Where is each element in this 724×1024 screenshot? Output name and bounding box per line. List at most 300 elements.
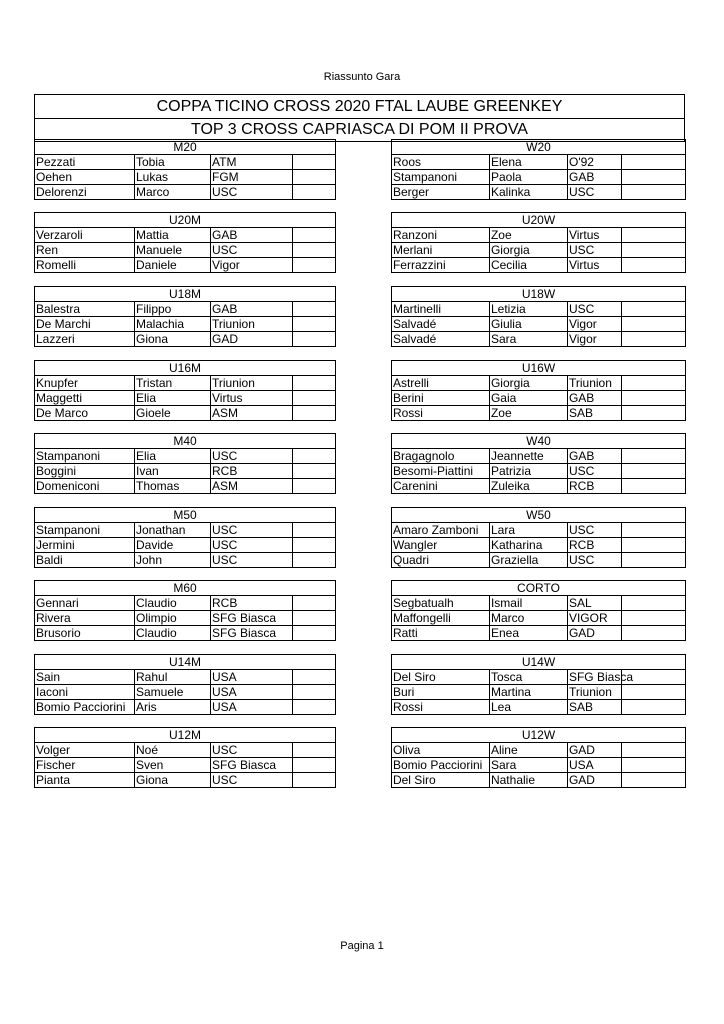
table-row <box>391 243 685 258</box>
firstname-cell: Gaia <box>489 391 567 406</box>
firstname-cell: Lukas <box>135 170 211 185</box>
surname-cell: Salvadé <box>391 317 489 332</box>
club-cell: USC <box>568 464 622 479</box>
surname-cell: Merlani <box>391 243 489 258</box>
surname-cell: Rivera <box>35 611 135 626</box>
surname-cell: Martinelli <box>391 302 489 317</box>
firstname-cell: Ivan <box>135 464 211 479</box>
club-cell: GAB <box>568 449 622 464</box>
category-pair-row <box>34 139 686 200</box>
category-table-right <box>391 580 686 641</box>
firstname-cell: Giona <box>135 773 211 788</box>
table-row <box>392 155 686 170</box>
firstname-cell: Tosca <box>489 670 567 685</box>
surname-cell: Ranzoni <box>391 228 489 243</box>
table-row <box>35 185 336 200</box>
club-cell: SFG Biasca <box>211 611 293 626</box>
category-table-left <box>34 433 336 494</box>
empty-cell <box>621 611 685 626</box>
table-row <box>391 406 685 421</box>
category-heading: W40 <box>392 434 686 449</box>
club-cell: USC <box>211 243 293 258</box>
club-cell: USC <box>211 743 293 758</box>
table-row <box>35 391 336 406</box>
club-cell: FGM <box>211 170 293 185</box>
surname-cell: Ren <box>35 243 135 258</box>
club-cell: Triunion <box>567 685 621 700</box>
club-cell: O'92 <box>568 155 622 170</box>
category-heading: W20 <box>392 140 686 155</box>
firstname-cell: Lea <box>489 700 567 715</box>
firstname-cell: Cecilia <box>489 258 567 273</box>
empty-cell <box>622 523 686 538</box>
firstname-cell: Zoe <box>489 228 567 243</box>
category-pair-row <box>34 212 686 273</box>
surname-cell: Ratti <box>391 626 489 641</box>
table-row <box>35 685 336 700</box>
category-pair-row <box>34 507 686 568</box>
surname-cell: Oliva <box>391 743 489 758</box>
table-row <box>35 317 336 332</box>
firstname-cell: Zoe <box>489 406 567 421</box>
table-row <box>35 170 336 185</box>
category-table-left <box>34 727 336 788</box>
empty-cell <box>621 243 685 258</box>
firstname-cell: Letizia <box>489 302 567 317</box>
category-pair-row <box>34 580 686 641</box>
surname-cell: Carenini <box>392 479 490 494</box>
category-heading: U20W <box>391 213 685 228</box>
category-heading: U12M <box>35 728 336 743</box>
table-row <box>35 670 336 685</box>
category-table-left <box>34 507 336 568</box>
firstname-cell: Gioele <box>135 406 211 421</box>
surname-cell: Wangler <box>392 538 490 553</box>
category-table-right <box>391 654 686 715</box>
main-title: COPPA TICINO CROSS 2020 FTAL LAUBE GREENKEY <box>156 98 563 115</box>
firstname-cell: Kalinka <box>490 185 568 200</box>
surname-cell: Maggetti <box>35 391 135 406</box>
category-heading: M50 <box>35 508 336 523</box>
surname-cell: Besomi-Piattini <box>392 464 490 479</box>
firstname-cell: Giulia <box>489 317 567 332</box>
page-footer: Pagina 1 <box>340 940 384 952</box>
firstname-cell: Giona <box>135 332 211 347</box>
table-row <box>391 626 685 641</box>
empty-cell <box>621 406 685 421</box>
table-row <box>392 523 686 538</box>
surname-cell: Baldi <box>35 553 135 568</box>
surname-cell: Iaconi <box>35 685 135 700</box>
firstname-cell: Claudio <box>135 626 211 641</box>
club-cell: SAB <box>567 406 621 421</box>
table-row <box>35 479 336 494</box>
category-heading: U18W <box>391 287 685 302</box>
table-row <box>391 376 685 391</box>
empty-cell <box>293 773 336 788</box>
empty-cell <box>622 170 686 185</box>
firstname-cell: Samuele <box>135 685 211 700</box>
club-cell: GAB <box>567 391 621 406</box>
firstname-cell: Sara <box>489 332 567 347</box>
empty-cell <box>621 258 685 273</box>
empty-cell <box>293 538 336 553</box>
surname-cell: Bomio Pacciorini <box>391 758 489 773</box>
empty-cell <box>621 685 685 700</box>
category-heading: U12W <box>391 728 685 743</box>
club-cell: Virtus <box>567 258 621 273</box>
club-cell: USC <box>567 302 621 317</box>
category-heading: M60 <box>35 581 336 596</box>
firstname-cell: Elena <box>490 155 568 170</box>
table-row <box>391 743 685 758</box>
category-table-left <box>34 139 336 200</box>
firstname-cell: Thomas <box>135 479 211 494</box>
surname-cell: Lazzeri <box>35 332 135 347</box>
surname-cell: Oehen <box>35 170 135 185</box>
surname-cell: Delorenzi <box>35 185 135 200</box>
category-heading: U16M <box>35 361 336 376</box>
empty-cell <box>622 479 686 494</box>
category-heading: U16W <box>391 361 685 376</box>
empty-cell <box>621 773 685 788</box>
club-cell: USC <box>211 185 293 200</box>
club-cell: USC <box>568 185 622 200</box>
firstname-cell: Tristan <box>135 376 211 391</box>
surname-cell: Rossi <box>391 700 489 715</box>
surname-cell: Salvadé <box>391 332 489 347</box>
firstname-cell: Nathalie <box>489 773 567 788</box>
firstname-cell: Aline <box>489 743 567 758</box>
category-pair-row <box>34 727 686 788</box>
empty-cell <box>621 758 685 773</box>
club-cell: SAL <box>567 596 621 611</box>
category-table-right <box>391 727 686 788</box>
table-row <box>391 317 685 332</box>
empty-cell <box>293 317 336 332</box>
table-row <box>35 155 336 170</box>
empty-cell <box>622 553 686 568</box>
club-cell: GAB <box>211 302 293 317</box>
club-cell: GAD <box>567 773 621 788</box>
empty-cell <box>293 611 336 626</box>
firstname-cell: Enea <box>489 626 567 641</box>
table-row <box>392 170 686 185</box>
category-table-left <box>34 360 336 421</box>
category-table-right <box>391 360 686 421</box>
table-row <box>35 538 336 553</box>
table-row <box>35 449 336 464</box>
category-table-right <box>391 507 686 568</box>
table-row <box>35 758 336 773</box>
club-cell: VIGOR <box>567 611 621 626</box>
firstname-cell: Jeannette <box>490 449 568 464</box>
firstname-cell: Tobia <box>135 155 211 170</box>
club-cell: GAD <box>211 332 293 347</box>
empty-cell <box>293 376 336 391</box>
category-table-right <box>391 212 686 273</box>
surname-cell: Gennari <box>35 596 135 611</box>
table-row <box>35 258 336 273</box>
title-box <box>34 94 685 142</box>
empty-cell <box>293 596 336 611</box>
firstname-cell: Mattia <box>135 228 211 243</box>
table-row <box>391 758 685 773</box>
firstname-cell: Jonathan <box>135 523 211 538</box>
empty-cell <box>293 228 336 243</box>
club-cell: SFG Biasca <box>211 758 293 773</box>
surname-cell: Stampanoni <box>35 449 135 464</box>
firstname-cell: Filippo <box>135 302 211 317</box>
club-cell: RCB <box>568 479 622 494</box>
club-cell: USA <box>211 685 293 700</box>
club-cell: Vigor <box>211 258 293 273</box>
club-cell: SFG Biasca <box>568 670 633 684</box>
category-heading: U14M <box>35 655 336 670</box>
club-cell: ASM <box>211 406 293 421</box>
surname-cell: De Marco <box>35 406 135 421</box>
table-row <box>35 626 336 641</box>
empty-cell <box>621 743 685 758</box>
surname-cell: Pezzati <box>35 155 135 170</box>
category-pair-row <box>34 360 686 421</box>
empty-cell <box>293 302 336 317</box>
sub-title: TOP 3 CROSS CAPRIASCA DI POM II PROVA <box>35 118 684 141</box>
club-cell: USC <box>567 243 621 258</box>
firstname-cell: Lara <box>490 523 568 538</box>
firstname-cell: John <box>135 553 211 568</box>
surname-cell: Berini <box>391 391 489 406</box>
club-cell: GAB <box>568 170 622 185</box>
firstname-cell: Paola <box>490 170 568 185</box>
empty-cell <box>293 243 336 258</box>
table-row <box>35 743 336 758</box>
empty-cell <box>293 670 336 685</box>
club-cell: RCB <box>568 538 622 553</box>
surname-cell: Brusorio <box>35 626 135 641</box>
firstname-cell: Claudio <box>135 596 211 611</box>
empty-cell <box>293 258 336 273</box>
surname-cell: Boggini <box>35 464 135 479</box>
empty-cell <box>293 406 336 421</box>
firstname-cell: Aris <box>135 700 211 715</box>
table-row <box>391 611 685 626</box>
club-cell: USC <box>211 773 293 788</box>
empty-cell <box>293 758 336 773</box>
empty-cell <box>293 332 336 347</box>
surname-cell: Knupfer <box>35 376 135 391</box>
category-heading: W50 <box>392 508 686 523</box>
category-heading: U14W <box>391 655 685 670</box>
club-cell: GAD <box>567 743 621 758</box>
club-cell: Vigor <box>567 317 621 332</box>
table-row <box>35 332 336 347</box>
surname-cell: Quadri <box>392 553 490 568</box>
table-row <box>35 596 336 611</box>
club-cell: USA <box>211 700 293 715</box>
table-row <box>392 449 686 464</box>
empty-cell <box>621 317 685 332</box>
club-cell: ASM <box>211 479 293 494</box>
category-heading: M40 <box>35 434 336 449</box>
table-row <box>35 302 336 317</box>
surname-cell: Verzaroli <box>35 228 135 243</box>
table-row <box>392 479 686 494</box>
firstname-cell: Marco <box>135 185 211 200</box>
table-row <box>392 464 686 479</box>
surname-cell: Roos <box>392 155 490 170</box>
empty-cell <box>293 685 336 700</box>
table-row <box>391 332 685 347</box>
table-row <box>35 243 336 258</box>
firstname-cell: Zuleika <box>490 479 568 494</box>
surname-cell: Domeniconi <box>35 479 135 494</box>
table-row <box>391 302 685 317</box>
club-cell: SAB <box>567 700 621 715</box>
surname-cell: Maffongelli <box>391 611 489 626</box>
empty-cell <box>293 743 336 758</box>
table-row <box>35 700 336 715</box>
table-row <box>391 773 685 788</box>
club-cell: USC <box>568 523 622 538</box>
table-row <box>35 228 336 243</box>
club-cell: Triunion <box>211 317 293 332</box>
table-row <box>35 406 336 421</box>
empty-cell <box>293 479 336 494</box>
surname-cell: Stampanoni <box>35 523 135 538</box>
table-row <box>391 685 685 700</box>
surname-cell: Buri <box>391 685 489 700</box>
club-cell: Vigor <box>567 332 621 347</box>
category-table-left <box>34 286 336 347</box>
surname-cell: Del Siro <box>391 773 489 788</box>
firstname-cell: Elia <box>135 449 211 464</box>
club-cell: USC <box>568 553 622 568</box>
table-row <box>391 670 685 685</box>
club-cell: SFG Biasca <box>211 626 293 641</box>
empty-cell <box>621 626 685 641</box>
firstname-cell: Giorgia <box>489 376 567 391</box>
club-cell: RCB <box>211 596 293 611</box>
table-row <box>391 596 685 611</box>
firstname-cell: Malachia <box>135 317 211 332</box>
surname-cell: Rossi <box>391 406 489 421</box>
table-row <box>391 258 685 273</box>
category-pair-row <box>34 433 686 494</box>
category-heading: U18M <box>35 287 336 302</box>
category-pair-row <box>34 286 686 347</box>
surname-cell: Bomio Pacciorini <box>35 700 135 715</box>
firstname-cell: Ismail <box>489 596 567 611</box>
surname-cell: Jermini <box>35 538 135 553</box>
empty-cell <box>622 185 686 200</box>
category-heading: U20M <box>35 213 336 228</box>
firstname-cell: Katharina <box>490 538 568 553</box>
club-cell: USC <box>211 449 293 464</box>
empty-cell <box>293 626 336 641</box>
empty-cell <box>293 170 336 185</box>
club-cell: USC <box>211 523 293 538</box>
club-cell: Virtus <box>211 391 293 406</box>
empty-cell <box>293 449 336 464</box>
category-pair-row <box>34 654 686 715</box>
category-table-right <box>391 433 686 494</box>
surname-cell: Ferrazzini <box>391 258 489 273</box>
empty-cell <box>293 185 336 200</box>
surname-cell: Pianta <box>35 773 135 788</box>
surname-cell: Berger <box>392 185 490 200</box>
empty-cell <box>293 523 336 538</box>
category-table-right <box>391 139 686 200</box>
empty-cell <box>293 553 336 568</box>
club-cell: USA <box>567 758 621 773</box>
table-row <box>35 611 336 626</box>
firstname-cell: Davide <box>135 538 211 553</box>
document-header: Riassunto Gara <box>323 71 401 83</box>
firstname-cell: Daniele <box>135 258 211 273</box>
empty-cell <box>621 596 685 611</box>
empty-cell <box>621 302 685 317</box>
empty-cell <box>293 700 336 715</box>
table-row <box>391 700 685 715</box>
empty-cell <box>621 376 685 391</box>
firstname-cell: Noé <box>135 743 211 758</box>
table-row <box>391 391 685 406</box>
empty-cell <box>621 332 685 347</box>
table-row <box>35 523 336 538</box>
surname-cell: Sain <box>35 670 135 685</box>
firstname-cell: Manuele <box>135 243 211 258</box>
surname-cell: Balestra <box>35 302 135 317</box>
category-table-left <box>34 654 336 715</box>
firstname-cell: Elia <box>135 391 211 406</box>
surname-cell: Segbatualh <box>391 596 489 611</box>
empty-cell <box>621 228 685 243</box>
surname-cell: Bragagnolo <box>392 449 490 464</box>
firstname-cell: Sara <box>489 758 567 773</box>
table-row <box>35 376 336 391</box>
club-cell: Triunion <box>211 376 293 391</box>
category-table-left <box>34 212 336 273</box>
empty-cell <box>293 391 336 406</box>
club-cell: USA <box>211 670 293 685</box>
club-cell: USC <box>211 553 293 568</box>
firstname-cell: Martina <box>489 685 567 700</box>
empty-cell <box>622 538 686 553</box>
table-row <box>391 228 685 243</box>
firstname-cell: Patrizia <box>490 464 568 479</box>
empty-cell <box>621 391 685 406</box>
club-cell: GAB <box>211 228 293 243</box>
surname-cell: Amaro Zamboni <box>392 523 490 538</box>
club-cell: ATM <box>211 155 293 170</box>
surname-cell: Romelli <box>35 258 135 273</box>
empty-cell <box>621 700 685 715</box>
firstname-cell: Graziella <box>490 553 568 568</box>
firstname-cell: Marco <box>489 611 567 626</box>
surname-cell: Del Siro <box>391 670 489 685</box>
empty-cell <box>622 449 686 464</box>
surname-cell: Stampanoni <box>392 170 490 185</box>
firstname-cell: Sven <box>135 758 211 773</box>
firstname-cell: Olimpio <box>135 611 211 626</box>
table-row <box>35 464 336 479</box>
surname-cell: Volger <box>35 743 135 758</box>
club-cell: USC <box>211 538 293 553</box>
club-cell: GAD <box>567 626 621 641</box>
club-cell: RCB <box>211 464 293 479</box>
empty-cell <box>293 155 336 170</box>
